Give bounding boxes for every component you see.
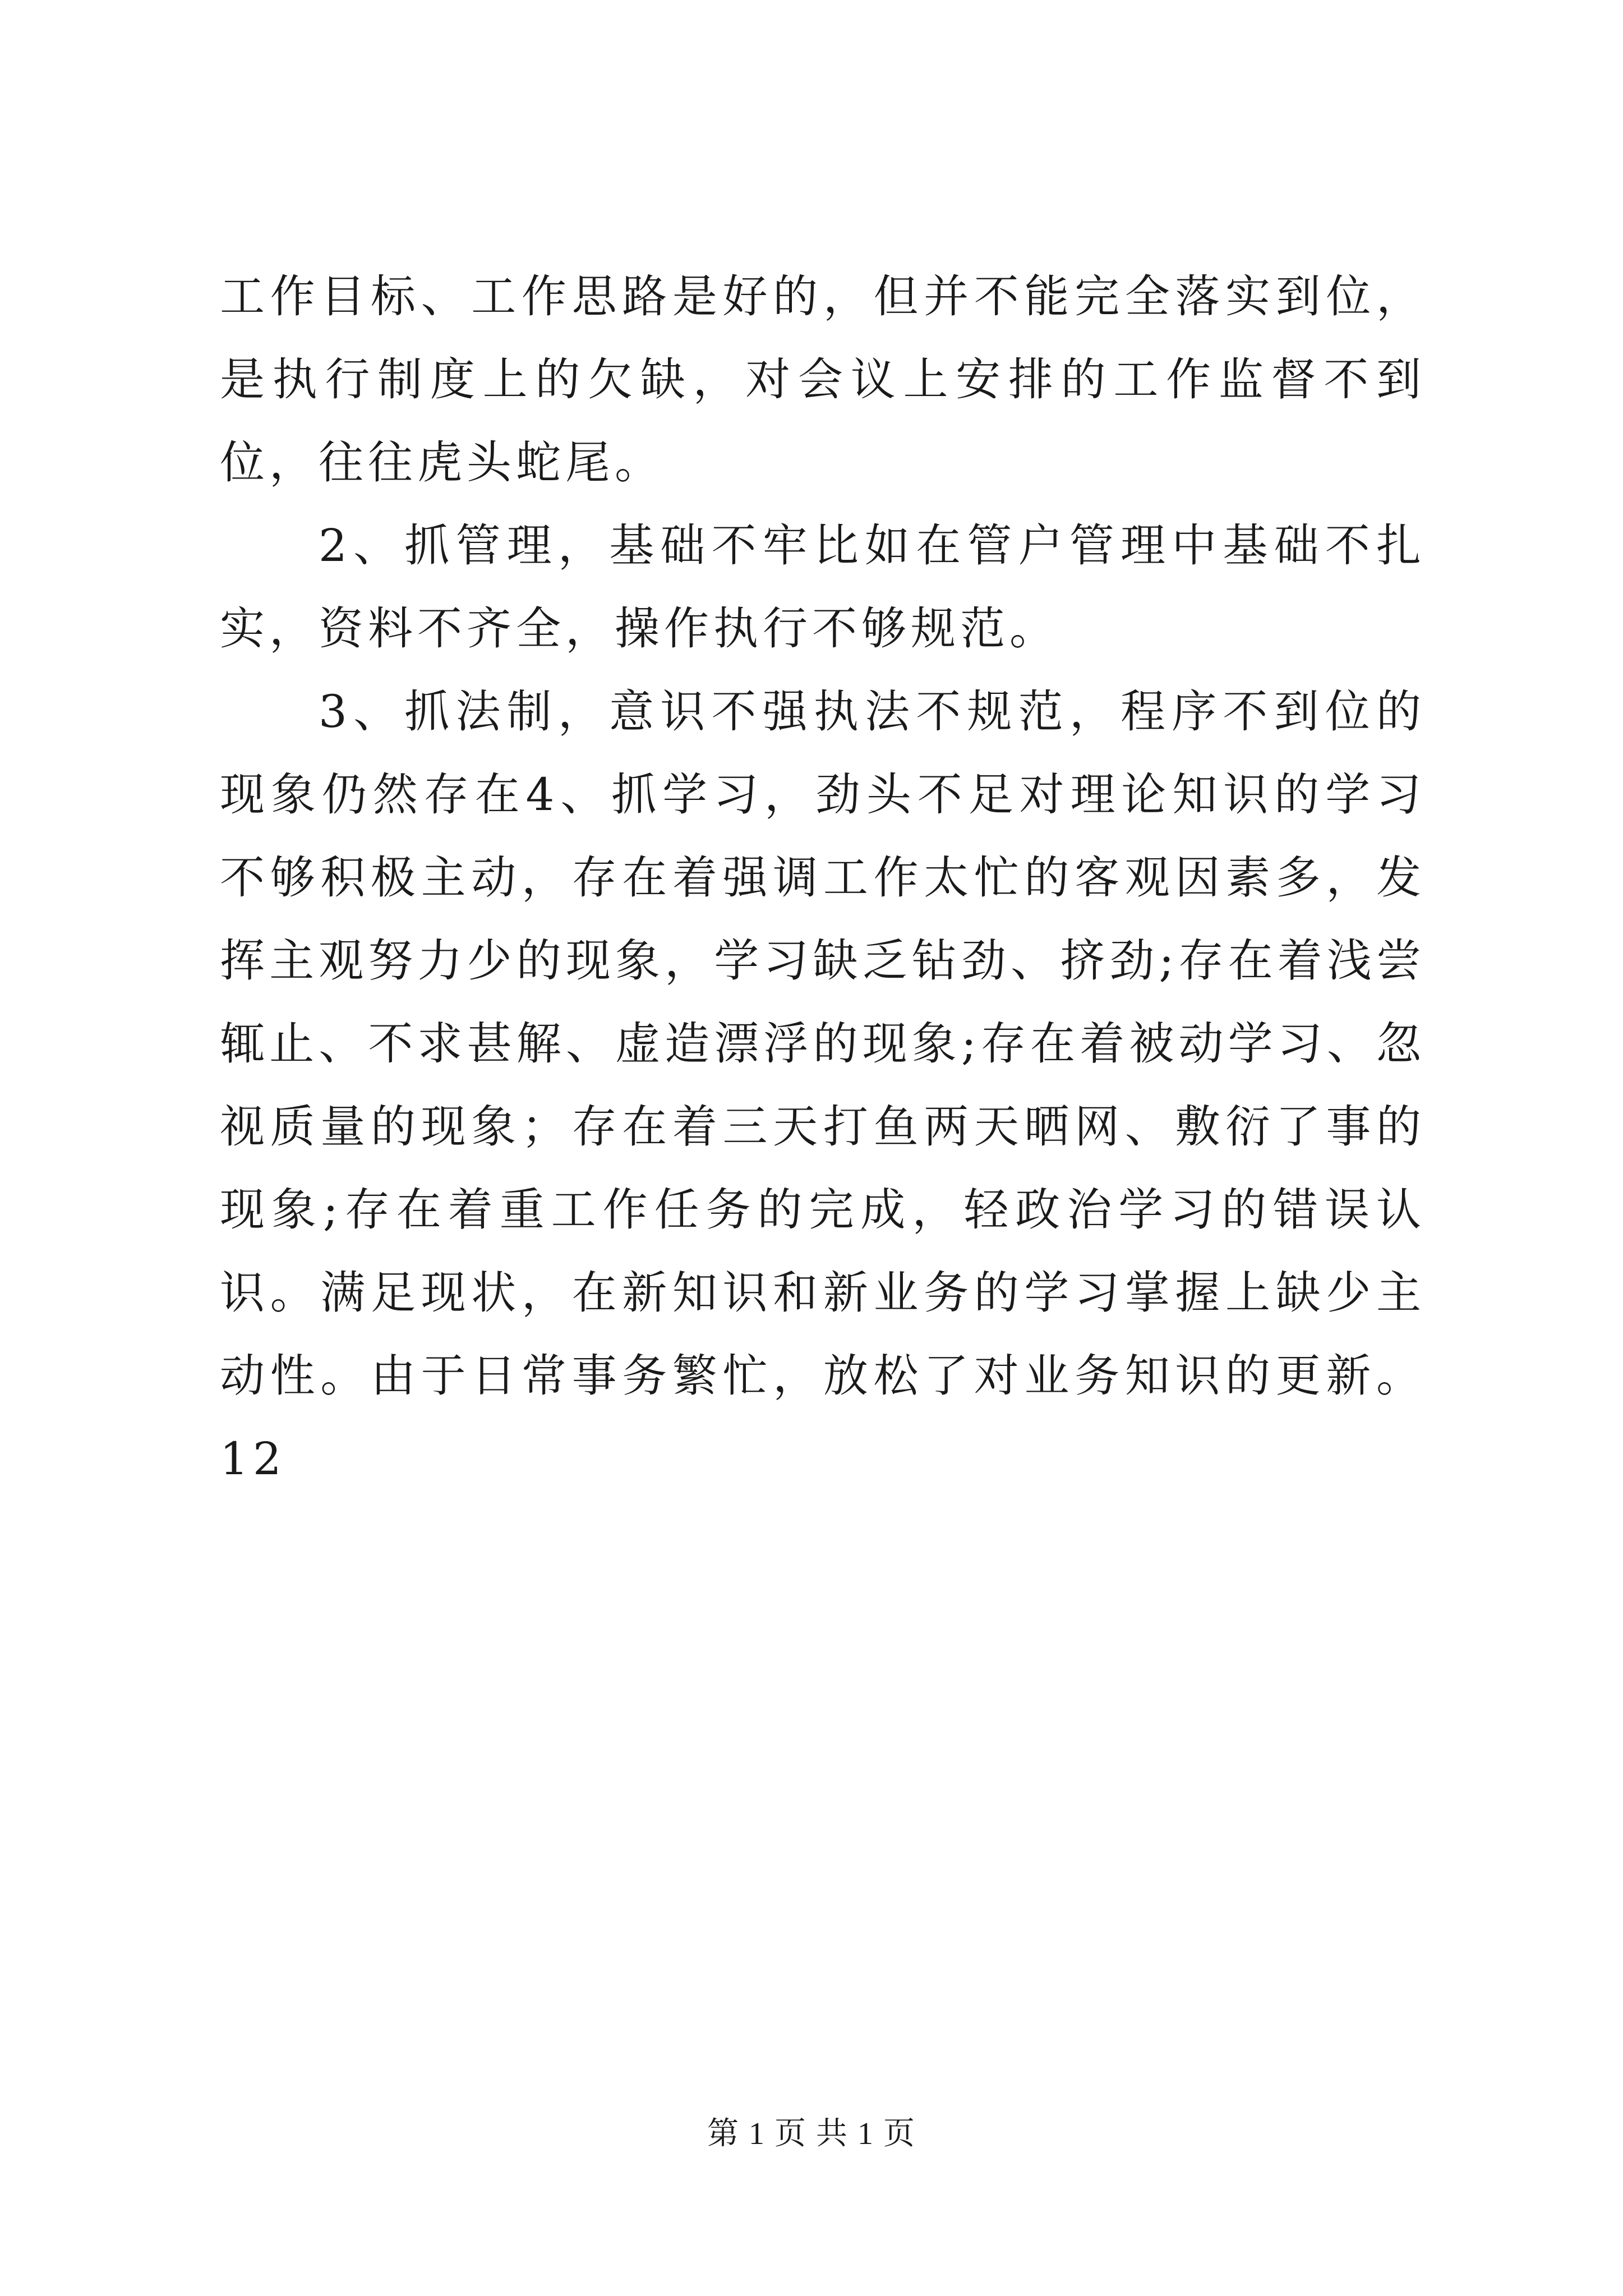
page-footer: 第 1 页 共 1 页: [707, 2116, 916, 2151]
paragraph-1: 工作目标、工作思路是好的，但并不能完全落实到位，是执行制度上的欠缺，对会议上安排的工作监督不到位，往往虎头蛇尾。: [220, 270, 1426, 489]
paragraph-3: 3、抓法制，意识不强执法不规范，程序不到位的现象仍然存在4、抓学习，劲头不足对理论知识的学习不够积极主动，存在着强调工作太忙的客观因素多，发挥主观努力少的现象，学习缺乏钻劲、挤劲;存在着浅尝辄止、不求甚解、虚造漂浮的现象;存在着被动学习、忽视质量的现象；存在着三天打鱼两天晒网、敷衍了事的现象;存在着重工作任务的完成，轻政治学习的错误认识。满足现状，在新知识和新业务的学习掌握上缺少主动性。由于日常事务繁忙，放松了对业务知识的更新。12: [220, 685, 1426, 1485]
paragraph-2: 2、抓管理，基础不牢比如在管户管理中基础不扎实，资料不齐全，操作执行不够规范。: [220, 519, 1426, 655]
document-body: [220, 255, 1426, 1501]
